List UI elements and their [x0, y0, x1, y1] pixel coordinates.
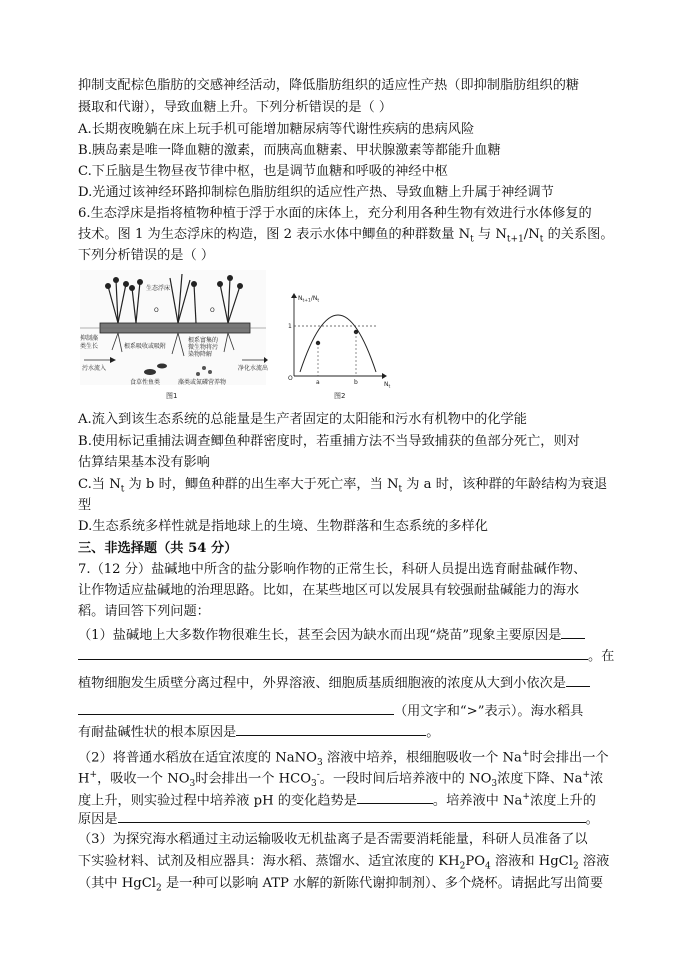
label-float-bed: 生态浮床: [146, 285, 171, 292]
fig1-caption: 图1: [166, 392, 178, 400]
fig2-x-axis-label: $N_t$: [384, 381, 391, 390]
text-line: 抑制支配棕色脂肪的交感神经活动，降低脂肪组织的适应性产热（即抑制脂肪组织的糖: [78, 78, 580, 93]
answer-blank[interactable]: [78, 645, 588, 660]
option-c-q5: C.下丘脑是生物昼夜节律中枢，也是调节血糖和呼吸的神经中枢: [78, 164, 448, 179]
figure-1: [80, 270, 268, 400]
q7-part3-line-2: 下实验材料、试剂及相应器具：海水稻、蒸馏水、适宜浓度的 $KH_2PO_4$ 溶液和 HgCl$_2$ 溶液: [78, 854, 610, 872]
label-fish: 食草性鱼类: [130, 379, 161, 386]
question-7-line-2: 让作物适应盐碱地的治理思路。比如，在某些地区可以发展具有较强耐盐碱能力的海水: [78, 583, 580, 598]
fig2-tick-b: b: [354, 379, 358, 386]
q7-part3-line-1: （3）为探究海水稻通过主动运输吸收无机盐离子是否需要消耗能量，科研人员准备了以: [78, 832, 588, 847]
option-d-q5: D.光通过该神经环路抑制棕色脂肪组织的适应性产热、导致血糖上升属于神经调节: [78, 185, 554, 200]
label-o2-right: O: [210, 307, 215, 314]
label-algae: 藻类或氮磷营养物: [178, 379, 227, 386]
answer-blank[interactable]: [118, 808, 586, 823]
fig2-tick-a: a: [316, 379, 320, 386]
label-o2-left: O: [154, 307, 159, 314]
answer-blank[interactable]: [236, 721, 426, 736]
q7-part2-line-4: 原因是 。: [78, 808, 599, 830]
q7-part1-line-1: （1）盐碱地上大多数作物很难生长，甚至会因为缺水而出现“烧苗”现象主要原因是: [78, 624, 585, 646]
option-c-q6-line-2: 型: [78, 498, 92, 513]
option-b-q6-line-2: 估算结果基本没有影响: [78, 455, 210, 470]
option-b-q5: B.胰岛素是唯一降血糖的激素，而胰高血糖素、甲状腺激素等都能升血糖: [78, 143, 501, 158]
label-inflow: 污水流入: [82, 365, 107, 372]
label-root-microbe-2: 微生物将污: [188, 344, 219, 351]
q7-part1-line-3: 植物细胞发生质壁分离过程中，外界溶液、细胞质基质细胞液的浓度从大到小依次是: [78, 672, 590, 694]
answer-blank[interactable]: [78, 700, 394, 715]
figure-svg: [78, 268, 408, 406]
q7-part2-line-2: H+，吸收一个 $NO_3$时会排出一个 $HCO_3^-$。一段时间后培养液中的 $NO_3$浓度下降、Na+浓: [78, 770, 604, 790]
text-line: 摄取和代谢），导致血糖上升。下列分析错误的是（ ）: [78, 100, 393, 115]
option-c-q6-line-1: C.当 $N_t$ 为 b 时，鲫鱼种群的出生率大于死亡率，当 $N_t$ 为 a 时，该种群的年龄结构为衰退: [78, 477, 608, 495]
option-b-q6-line-1: B.使用标记重捕法调查鲫鱼种群密度时，若重捕方法不当导致捕获的鱼部分死亡，则对: [78, 434, 580, 449]
question-6-line-3: 下列分析错误的是（ ）: [78, 248, 215, 263]
section-heading: 三、非选择题（共 54 分）: [78, 541, 238, 556]
q7-part2-line-1: （2）将普通水稻放在适宜浓度的 NaNO$_3$ 溶液中培养，根细胞吸收一个 Na+时会排出一个: [78, 749, 609, 769]
fig2-tick-one: 1: [288, 323, 292, 330]
label-inhibit-algae-2: 类生长: [80, 343, 99, 350]
q7-part1-line-2: 。在: [78, 645, 614, 667]
question-7-line-1: 7.（12 分）盐碱地中所含的盐分影响作物的正常生长，科研人员提出选育耐盐碱作物、: [78, 562, 587, 577]
label-root-microbe-3: 染物降解: [188, 351, 213, 358]
option-a-q5: A.长期夜晚躺在床上玩手机可能增加糖尿病等代谢性疾病的患病风险: [78, 122, 475, 137]
answer-blank[interactable]: [566, 672, 590, 687]
label-inhibit-algae: 抑制藻: [80, 335, 99, 342]
label-root-absorb: 根系吸收或吸附: [124, 343, 167, 350]
option-a-q6: A.流入到该生态系统的总能量是生产者固定的太阳能和污水有机物中的化学能: [78, 412, 527, 427]
fig2-origin: O: [288, 375, 293, 382]
q7-part1-line-4: （用文字和“>”表示）。海水稻具: [78, 700, 583, 722]
label-outflow: 净化水流出: [238, 365, 269, 372]
fig2-caption: 图2: [334, 392, 346, 400]
question-7-line-3: 稻。请回答下列问题：: [78, 604, 210, 619]
figure-2: [288, 293, 391, 400]
question-6-line-1: 6.生态浮床是指将植物种植于浮于水面的床体上，充分利用各种生物有效进行水体修复的: [78, 206, 592, 221]
question-6-line-2: 技术。图 1 为生态浮床的构造，图 2 表示水体中鲫鱼的种群数量 $N_t$ 与 $N_{t+1}/N_t$ 的关系图。: [78, 227, 614, 245]
fig2-y-axis-label: $N_{t+1}/N_t$: [298, 295, 320, 304]
option-d-q6: D.生态系统多样性就是指地球上的生境、生物群落和生态系统的多样化: [78, 519, 488, 534]
answer-blank[interactable]: [357, 789, 433, 804]
answer-blank[interactable]: [561, 624, 585, 639]
q7-part2-line-3: 度上升，则实验过程中培养液 pH 的变化趋势是 。培养液中 Na+浓度上升的: [78, 787, 596, 811]
label-root-microbe: 根系富集的: [188, 337, 219, 344]
q7-part1-line-5: 有耐盐碱性状的根本原因是 。: [78, 721, 439, 743]
q7-part3-line-3: （其中 HgCl$_2$ 是一种可以影响 ATP 水解的新陈代谢抑制剂）、多个烧杯。请据此写出简要: [78, 876, 604, 894]
figure-ecological-float-bed: [78, 268, 408, 406]
